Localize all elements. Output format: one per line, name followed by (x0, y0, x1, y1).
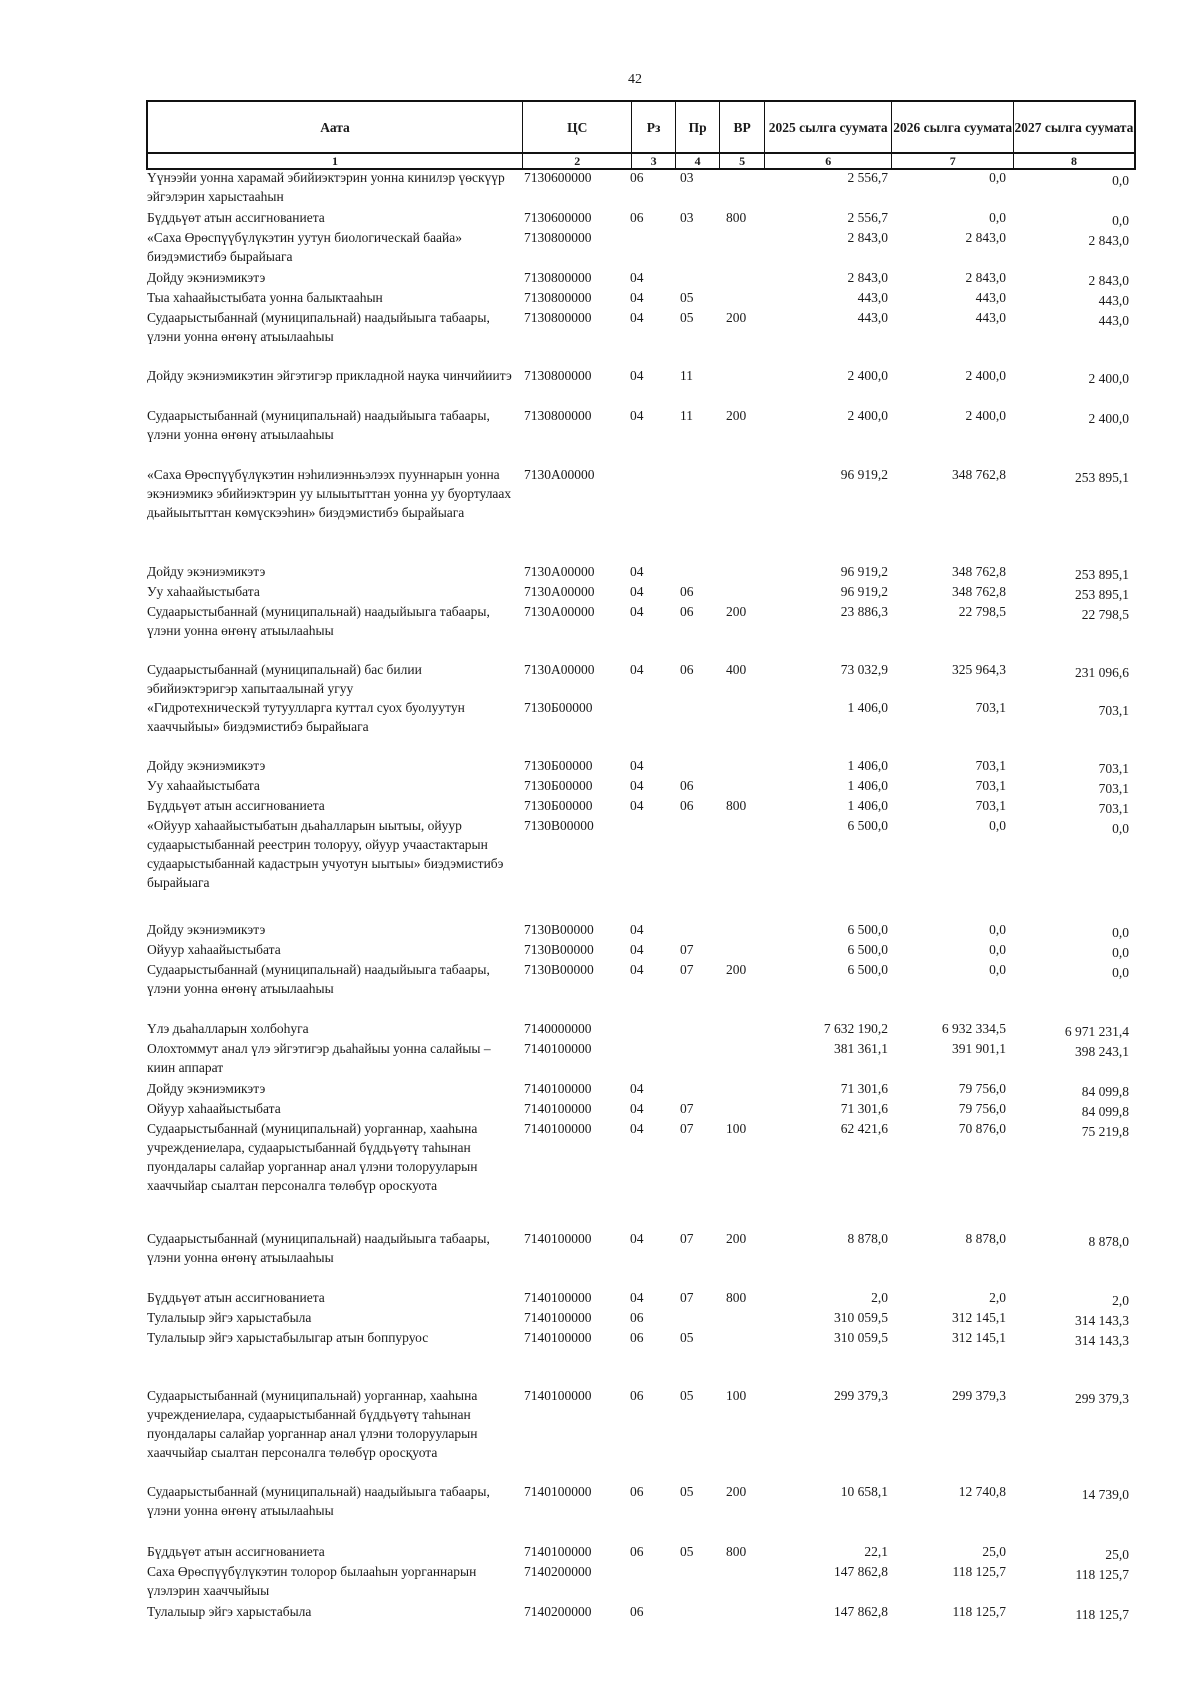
row-value-2026: 79 756,0 (958, 1081, 1006, 1096)
row-value-2025: 71 301,6 (840, 1081, 888, 1096)
row-name: «Саха Өрөспүүбүлүкэтин нэһилиэнньэлээх пууннарын уонна экэниэмикэ эбийиэктэрин уу ылыытыттан уонна уу буортулаах дьайыытыттан көмүскээһин» биэдэмистибэ бырайыага (147, 467, 512, 520)
row-vr-code: 200 (726, 1231, 747, 1246)
column-number: 1 (147, 153, 523, 169)
row-name: Уу хаһаайыстыбата (147, 778, 260, 793)
row-cs-code: 7140100000 (524, 1041, 592, 1056)
header-pr: Пр (675, 101, 720, 153)
row-value-2025: 2 556,7 (847, 170, 888, 185)
row-cs-code: 7130А00000 (524, 564, 595, 579)
row-value-2026: 6 932 334,5 (941, 1021, 1006, 1036)
row-value-2026: 118 125,7 (952, 1564, 1006, 1579)
row-value-2025: 6 500,0 (847, 962, 888, 977)
row-rz-code: 04 (630, 1121, 644, 1136)
row-value-2026: 348 762,8 (952, 564, 1006, 579)
row-value-2026: 25,0 (982, 1544, 1006, 1559)
row-value-2027: 703,1 (1098, 801, 1129, 816)
row-name: Дойду экэниэмикэтэ (147, 1081, 266, 1096)
row-value-2026: 12 740,8 (958, 1484, 1006, 1499)
row-vr-code: 200 (726, 408, 747, 423)
row-rz-code: 04 (630, 942, 644, 957)
row-cs-code: 7130А00000 (524, 604, 595, 619)
row-value-2026: 391 901,1 (952, 1041, 1006, 1056)
row-value-2025: 96 919,2 (840, 564, 888, 579)
row-name: Бүддьүөт атын ассигнованиета (147, 798, 325, 813)
row-value-2026: 2,0 (989, 1290, 1006, 1305)
header-name: Аата (147, 101, 523, 153)
column-number: 7 (892, 153, 1013, 169)
row-value-2027: 0,0 (1112, 925, 1129, 940)
row-value-2027: 6 971 231,4 (1064, 1024, 1129, 1039)
row-cs-code: 7130Б00000 (524, 700, 593, 715)
row-value-2025: 310 059,5 (834, 1310, 888, 1325)
row-name: Дойду экэниэмикэтэ (147, 922, 266, 937)
row-value-2027: 2 843,0 (1088, 233, 1129, 248)
row-value-2026: 8 878,0 (965, 1231, 1006, 1246)
header-cs: ЦС (523, 101, 632, 153)
row-rz-code: 06 (630, 210, 644, 225)
row-value-2025: 23 886,3 (840, 604, 888, 619)
row-rz-code: 04 (630, 1101, 644, 1116)
row-value-2027: 299 379,3 (1075, 1391, 1129, 1406)
row-cs-code: 7130800000 (524, 270, 592, 285)
row-rz-code: 04 (630, 270, 644, 285)
row-value-2025: 381 361,1 (834, 1041, 888, 1056)
row-name: «Саха Өрөспүүбүлүкэтин уутун биологическай баайа» биэдэмистибэ бырайыага (147, 230, 463, 264)
row-name: Судаарыстыбаннай (муниципальнай) уорганнар, хааһына учреждениелара, судаарыстыбаннай бүддьүөтү таһынан пуондалары салайар уорганнар анал үлэни толорууларын хааччыйар сыалтан персоналга төлөбүр ороскуота (147, 1121, 478, 1193)
row-cs-code: 7140000000 (524, 1021, 592, 1036)
row-cs-code: 7140100000 (524, 1388, 592, 1403)
header-year-2026: 2026 сылга суумата (892, 101, 1013, 153)
row-name: Саха Өрөспүүбүлүкэтин толорор былааһын уорганнарын үлэлэрин хааччыйыы (147, 1564, 477, 1598)
row-vr-code: 200 (726, 1484, 747, 1499)
row-value-2025: 96 919,2 (840, 584, 888, 599)
row-name: Тулалыыр эйгэ харыстабылыгар атын боппуруос (147, 1330, 429, 1345)
row-value-2025: 6 500,0 (847, 818, 888, 833)
row-pr-code: 05 (680, 310, 694, 325)
row-value-2027: 253 895,1 (1075, 587, 1129, 602)
row-name: Судаарыстыбаннай (муниципальнай) уорганнар, хааһына учреждениелара, судаарыстыбаннай бүддьүөтү таһынан пуондалары салайар уорганнар анал үлэни толорууларын хааччыйар сыалтан персоналга төлөбүр оросқуота (147, 1388, 478, 1460)
row-vr-code: 200 (726, 310, 747, 325)
row-cs-code: 7140200000 (524, 1604, 592, 1619)
row-pr-code: 11 (680, 368, 693, 383)
row-rz-code: 06 (630, 1484, 644, 1499)
row-cs-code: 7140100000 (524, 1484, 592, 1499)
row-cs-code: 7130800000 (524, 230, 592, 245)
row-rz-code: 06 (630, 1604, 644, 1619)
row-value-2027: 75 219,8 (1081, 1124, 1129, 1139)
row-cs-code: 7130Б00000 (524, 778, 593, 793)
row-value-2027: 0,0 (1112, 821, 1129, 836)
row-value-2027: 22 798,5 (1081, 607, 1129, 622)
row-cs-code: 7140100000 (524, 1231, 592, 1246)
row-name: Судаарыстыбаннай (муниципальнай) наадыйыыга табаары, үлэни уонна өҥөнү атыылааһыы (147, 310, 490, 344)
row-cs-code: 7130800000 (524, 408, 592, 423)
row-value-2026: 0,0 (989, 170, 1006, 185)
row-pr-code: 06 (680, 662, 694, 677)
row-cs-code: 7140100000 (524, 1101, 592, 1116)
row-value-2026: 703,1 (975, 758, 1006, 773)
row-value-2025: 22,1 (864, 1544, 888, 1559)
row-value-2026: 0,0 (989, 942, 1006, 957)
row-pr-code: 07 (680, 962, 694, 977)
row-rz-code: 04 (630, 604, 644, 619)
row-cs-code: 7140100000 (524, 1290, 592, 1305)
row-value-2027: 703,1 (1098, 703, 1129, 718)
row-value-2026: 2 843,0 (965, 270, 1006, 285)
row-value-2025: 310 059,5 (834, 1330, 888, 1345)
row-pr-code: 06 (680, 778, 694, 793)
row-value-2025: 2 556,7 (847, 210, 888, 225)
row-pr-code: 11 (680, 408, 693, 423)
row-value-2026: 2 400,0 (965, 368, 1006, 383)
row-rz-code: 04 (630, 1231, 644, 1246)
row-name: Уу хаһаайыстыбата (147, 584, 260, 599)
row-name: «Ойуур хаһаайыстыбатын дьаһалларын ыытыы, ойуур судаарыстыбаннай реестрин толоруу, ойуур учаастактарын судаарыстыбаннай кадастрын учуотун ыытыы» биэдэмистибэ бырайыага (147, 818, 504, 890)
row-value-2025: 443,0 (857, 310, 888, 325)
row-value-2026: 325 964,3 (952, 662, 1006, 677)
row-value-2025: 1 406,0 (847, 700, 888, 715)
row-cs-code: 7130А00000 (524, 662, 595, 677)
row-vr-code: 400 (726, 662, 747, 677)
column-number: 8 (1013, 153, 1135, 169)
row-value-2026: 2 843,0 (965, 230, 1006, 245)
row-cs-code: 7130800000 (524, 290, 592, 305)
row-name: Дойду экэниэмикэтэ (147, 270, 266, 285)
column-number: 2 (523, 153, 632, 169)
row-value-2027: 398 243,1 (1075, 1044, 1129, 1059)
row-name: Судаарыстыбаннай (муниципальнай) наадыйыыга табаары, үлэни уонна өҥөнү атыылааһыы (147, 604, 490, 638)
row-pr-code: 03 (680, 210, 694, 225)
row-name: Үлэ дьаһалларын холбоһуга (147, 1021, 309, 1036)
row-value-2025: 147 862,8 (834, 1604, 888, 1619)
row-name: Тулалыыр эйгэ харыстабыла (147, 1604, 312, 1619)
row-rz-code: 04 (630, 1290, 644, 1305)
row-pr-code: 06 (680, 798, 694, 813)
column-number: 4 (675, 153, 720, 169)
row-value-2027: 703,1 (1098, 761, 1129, 776)
row-value-2025: 147 862,8 (834, 1564, 888, 1579)
row-pr-code: 07 (680, 942, 694, 957)
row-cs-code: 7130Б00000 (524, 758, 593, 773)
row-pr-code: 05 (680, 1388, 694, 1403)
row-pr-code: 05 (680, 1484, 694, 1499)
row-rz-code: 06 (630, 1330, 644, 1345)
row-rz-code: 04 (630, 564, 644, 579)
row-cs-code: 7140100000 (524, 1310, 592, 1325)
row-vr-code: 200 (726, 962, 747, 977)
row-value-2025: 71 301,6 (840, 1101, 888, 1116)
row-rz-code: 06 (630, 170, 644, 185)
row-name: Дойду экэниэмикэтэ (147, 564, 266, 579)
row-value-2027: 8 878,0 (1088, 1234, 1129, 1249)
row-value-2026: 348 762,8 (952, 467, 1006, 482)
row-value-2025: 73 032,9 (840, 662, 888, 677)
row-value-2027: 253 895,1 (1075, 470, 1129, 485)
row-rz-code: 06 (630, 1388, 644, 1403)
row-value-2026: 70 876,0 (958, 1121, 1006, 1136)
row-value-2027: 2 843,0 (1088, 273, 1129, 288)
row-value-2025: 62 421,6 (840, 1121, 888, 1136)
row-name: Судаарыстыбаннай (муниципальнай) бас билии эбийиэктэригэр хапытаалынай угуу (147, 662, 422, 696)
row-cs-code: 7130В00000 (524, 818, 594, 833)
row-vr-code: 800 (726, 798, 747, 813)
row-cs-code: 7130Б00000 (524, 798, 593, 813)
row-name: Судаарыстыбаннай (муниципальнай) наадыйыыга табаары, үлэни уонна өҥөнү атыылааһыы (147, 1231, 490, 1265)
row-value-2025: 7 632 190,2 (823, 1021, 888, 1036)
row-value-2027: 703,1 (1098, 781, 1129, 796)
row-value-2025: 2 843,0 (847, 270, 888, 285)
row-value-2026: 443,0 (975, 290, 1006, 305)
row-name: Олохтоммут анал үлэ эйгэтигэр дьаһайыы уонна салайыы – киин аппарат (147, 1041, 491, 1075)
row-value-2025: 2 400,0 (847, 368, 888, 383)
row-rz-code: 06 (630, 1544, 644, 1559)
row-value-2025: 96 919,2 (840, 467, 888, 482)
row-value-2026: 0,0 (989, 962, 1006, 977)
row-value-2026: 118 125,7 (952, 1604, 1006, 1619)
row-pr-code: 05 (680, 1330, 694, 1345)
row-rz-code: 04 (630, 408, 644, 423)
row-value-2027: 2,0 (1112, 1293, 1129, 1308)
row-cs-code: 7130600000 (524, 210, 592, 225)
row-value-2026: 79 756,0 (958, 1101, 1006, 1116)
row-cs-code: 7130800000 (524, 310, 592, 325)
row-value-2027: 314 143,3 (1075, 1313, 1129, 1328)
row-vr-code: 800 (726, 210, 747, 225)
row-value-2027: 2 400,0 (1088, 371, 1129, 386)
row-rz-code: 06 (630, 1310, 644, 1325)
row-value-2027: 0,0 (1112, 945, 1129, 960)
row-vr-code: 800 (726, 1544, 747, 1559)
row-value-2027: 118 125,7 (1075, 1567, 1129, 1582)
row-cs-code: 7130А00000 (524, 584, 595, 599)
row-vr-code: 100 (726, 1388, 747, 1403)
row-cs-code: 7130600000 (524, 170, 592, 185)
row-name: Тулалыыр эйгэ харыстабыла (147, 1310, 312, 1325)
column-number: 6 (764, 153, 892, 169)
row-rz-code: 04 (630, 662, 644, 677)
row-name: Судаарыстыбаннай (муниципальнай) наадыйыыга табаары, үлэни уонна өҥөнү атыылааһыы (147, 962, 490, 996)
column-number: 5 (720, 153, 765, 169)
row-vr-code: 200 (726, 604, 747, 619)
row-pr-code: 06 (680, 584, 694, 599)
row-value-2027: 25,0 (1105, 1547, 1129, 1562)
row-value-2027: 84 099,8 (1081, 1084, 1129, 1099)
row-rz-code: 04 (630, 368, 644, 383)
row-cs-code: 7130800000 (524, 368, 592, 383)
row-value-2027: 14 739,0 (1081, 1487, 1129, 1502)
row-pr-code: 07 (680, 1121, 694, 1136)
header-rz: Рз (632, 101, 676, 153)
row-value-2027: 0,0 (1112, 173, 1129, 188)
row-name: «Гидротехническэй тутуулларга куттал суох буолуутун хааччыйыы» биэдэмистибэ бырайыага (147, 700, 465, 734)
row-value-2026: 0,0 (989, 210, 1006, 225)
row-value-2025: 6 500,0 (847, 922, 888, 937)
row-pr-code: 06 (680, 604, 694, 619)
header-year-2025: 2025 сылга суумата (764, 101, 892, 153)
row-value-2027: 231 096,6 (1075, 665, 1129, 680)
row-cs-code: 7140100000 (524, 1330, 592, 1345)
row-value-2026: 22 798,5 (958, 604, 1006, 619)
row-rz-code: 04 (630, 962, 644, 977)
row-rz-code: 04 (630, 290, 644, 305)
row-name: Ойуур хаһаайыстыбата (147, 1101, 281, 1116)
row-vr-code: 800 (726, 1290, 747, 1305)
row-value-2025: 443,0 (857, 290, 888, 305)
row-name: Дойду экэниэмикэтэ (147, 758, 266, 773)
row-pr-code: 03 (680, 170, 694, 185)
row-name: Бүддьүөт атын ассигнованиета (147, 1544, 325, 1559)
row-name: Бүддьүөт атын ассигнованиета (147, 1290, 325, 1305)
row-value-2025: 2 400,0 (847, 408, 888, 423)
row-value-2025: 1 406,0 (847, 758, 888, 773)
row-value-2027: 0,0 (1112, 213, 1129, 228)
row-value-2025: 1 406,0 (847, 798, 888, 813)
row-pr-code: 07 (680, 1231, 694, 1246)
row-rz-code: 04 (630, 778, 644, 793)
row-vr-code: 100 (726, 1121, 747, 1136)
row-rz-code: 04 (630, 758, 644, 773)
row-cs-code: 7130А00000 (524, 467, 595, 482)
row-value-2027: 443,0 (1098, 313, 1129, 328)
row-rz-code: 04 (630, 798, 644, 813)
row-value-2026: 0,0 (989, 818, 1006, 833)
row-rz-code: 04 (630, 310, 644, 325)
row-cs-code: 7130В00000 (524, 942, 594, 957)
header-vr: ВР (720, 101, 765, 153)
row-name: Үүнээйи уонна харамай эбийиэктэрин уонна кинилэр үөскүүр эйгэлэрин харыстааһын (147, 170, 505, 204)
row-rz-code: 04 (630, 1081, 644, 1096)
row-pr-code: 07 (680, 1101, 694, 1116)
row-value-2026: 703,1 (975, 778, 1006, 793)
row-cs-code: 7130В00000 (524, 922, 594, 937)
page-number: 42 (628, 72, 642, 87)
row-name: Тыа хаһаайыстыбата уонна балыктааһын (147, 290, 383, 305)
row-value-2025: 2,0 (871, 1290, 888, 1305)
row-value-2027: 118 125,7 (1075, 1607, 1129, 1622)
row-pr-code: 07 (680, 1290, 694, 1305)
row-value-2027: 443,0 (1098, 293, 1129, 308)
row-name: Судаарыстыбаннай (муниципальнай) наадыйыыга табаары, үлэни уонна өҥөнү атыылааһыы (147, 408, 490, 442)
row-value-2027: 2 400,0 (1088, 411, 1129, 426)
column-number: 3 (632, 153, 676, 169)
row-value-2026: 2 400,0 (965, 408, 1006, 423)
row-value-2025: 8 878,0 (847, 1231, 888, 1246)
row-cs-code: 7140200000 (524, 1564, 592, 1579)
row-rz-code: 04 (630, 584, 644, 599)
row-pr-code: 05 (680, 290, 694, 305)
row-name: Судаарыстыбаннай (муниципальнай) наадыйыыга табаары, үлэни уонна өҥөнү атыылааһыы (147, 1484, 490, 1518)
row-name: Бүддьүөт атын ассигнованиета (147, 210, 325, 225)
row-value-2026: 703,1 (975, 798, 1006, 813)
row-value-2026: 348 762,8 (952, 584, 1006, 599)
row-value-2025: 6 500,0 (847, 942, 888, 957)
row-value-2026: 299 379,3 (952, 1388, 1006, 1403)
row-value-2027: 0,0 (1112, 965, 1129, 980)
row-value-2027: 314 143,3 (1075, 1333, 1129, 1348)
row-cs-code: 7140100000 (524, 1121, 592, 1136)
row-value-2026: 0,0 (989, 922, 1006, 937)
row-pr-code: 05 (680, 1544, 694, 1559)
row-value-2025: 299 379,3 (834, 1388, 888, 1403)
row-name: Дойду экэниэмикэтин эйгэтигэр прикладной наука чинчийиитэ (147, 368, 512, 383)
header-year-2027: 2027 сылга суумата (1013, 101, 1135, 153)
row-value-2026: 443,0 (975, 310, 1006, 325)
row-value-2026: 312 145,1 (952, 1310, 1006, 1325)
row-value-2027: 253 895,1 (1075, 567, 1129, 582)
row-name: Ойуур хаһаайыстыбата (147, 942, 281, 957)
row-value-2025: 1 406,0 (847, 778, 888, 793)
row-cs-code: 7130В00000 (524, 962, 594, 977)
row-cs-code: 7140100000 (524, 1544, 592, 1559)
row-rz-code: 04 (630, 922, 644, 937)
row-value-2027: 84 099,8 (1081, 1104, 1129, 1119)
row-value-2026: 312 145,1 (952, 1330, 1006, 1345)
row-value-2025: 2 843,0 (847, 230, 888, 245)
row-cs-code: 7140100000 (524, 1081, 592, 1096)
row-value-2026: 703,1 (975, 700, 1006, 715)
row-value-2025: 10 658,1 (840, 1484, 888, 1499)
